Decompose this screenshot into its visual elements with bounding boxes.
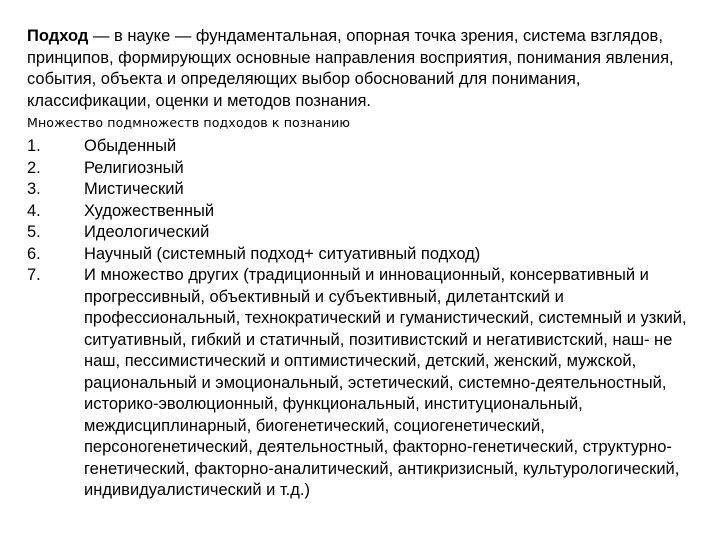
list-item-number: 7.	[27, 266, 41, 284]
list-item	[27, 222, 697, 244]
list-item-text: И множество других (традиционный и инновационный, консервативный и прогрессивный, объективный и субъективный, дилетантский и профессиональный, технократический и гуманистический, системный и узкий, ситуативный, гибкий и статичный, позитивистский и негативистский, наш- не наш, пессимистический и оптимистический, детский, женский, мужской, рациональный и эмоциональный, эстетический, системно-деятельностный, историко-эволюционный, функциональный, институциональный, междисциплинарный, биогенетический, социогенетический, персоногенетический, деятельностный, факторно-генетический, структурно-генетический, факторно-аналитический, антикризисный, культурологический, индивидуалистический и т.д.)	[84, 266, 687, 499]
list-item-text: Обыденный	[84, 137, 177, 155]
list-item-number: 2.	[27, 158, 41, 177]
list-item-text: Идеологический	[84, 223, 210, 241]
list-item	[27, 265, 697, 502]
approaches-list	[27, 136, 697, 502]
subtitle: Множество подмножеств подходов к познанию	[27, 115, 351, 130]
list-item	[27, 158, 697, 180]
list-item-number: 3.	[27, 180, 41, 198]
definition-text: — в науке — фундаментальная, опорная точка зрения, система взглядов, принципов, формирующих основные направления восприятия, понимания явления, события, объекта и определяющих выбор обоснований для понимания, классификации, оценки и методов познания.	[27, 27, 674, 110]
list-item	[27, 244, 697, 266]
list-item-number: 5.	[27, 223, 41, 241]
list-item	[27, 136, 697, 158]
list-item-text: Религиозный	[84, 158, 184, 177]
list-item-text: Мистический	[84, 180, 184, 198]
list-item-text: Художественный	[84, 201, 215, 220]
list-item-number: 1.	[27, 137, 41, 155]
definition-term: Подход	[27, 27, 89, 45]
list-item-number: 6.	[27, 244, 41, 263]
list-item-text: Научный (системный подход+ ситуативный подход)	[84, 244, 481, 263]
definition-paragraph	[27, 26, 697, 112]
slide-content	[27, 26, 697, 502]
list-item	[27, 201, 697, 223]
list-item	[27, 179, 697, 201]
list-item-number: 4.	[27, 201, 41, 220]
